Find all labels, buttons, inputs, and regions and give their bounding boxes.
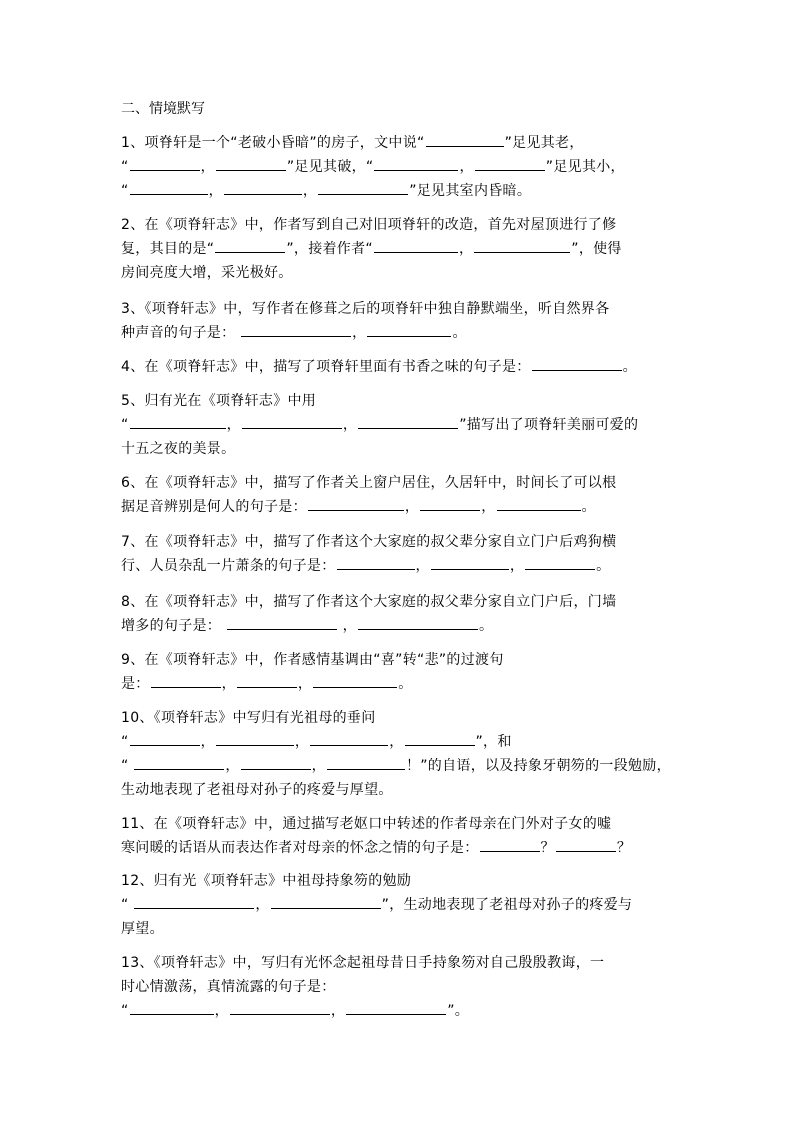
answer-blank[interactable] [556, 836, 616, 852]
question-12-line-2: “ ， ”，生动地表现了老祖母对孙子的疼爱与 [121, 893, 677, 917]
answer-blank[interactable] [337, 554, 415, 570]
question-4 [121, 355, 677, 379]
question-2-line-2: 复，其目的是“ ”，接着作者“ ， ”，使得 [121, 237, 677, 261]
answer-blank[interactable] [431, 554, 509, 570]
question-10-line-2: “ ， ， ， ”，和 [121, 730, 677, 754]
question-2: 2、在《项脊轩志》中，作者写到自己对旧项脊轩的改造，首先对屋顶进行了修 复，其目的是“ ”，接着作者“ ， ”，使得 房间亮度大增，采光极好。 [121, 213, 677, 285]
question-3: 3、《项脊轩志》中，写作者在修葺之后的项脊轩中独自静默端坐，听自然界各 种声音的句子是： ， 。 [121, 297, 677, 345]
answer-blank[interactable] [474, 237, 570, 253]
answer-blank[interactable] [313, 672, 397, 688]
answer-blank[interactable] [242, 413, 342, 429]
answer-blank[interactable] [134, 893, 254, 909]
question-10: 10、《项脊轩志》中写归有光祖母的垂问 “ ， ， ， ”，和 “ ， ， ！”的自语，以及持象牙朝笏的一段勉励， 生动地表现了老祖母对孙子的疼爱与厚望。 [121, 706, 677, 802]
question-1 [121, 131, 677, 203]
answer-blank[interactable] [420, 495, 480, 511]
answer-blank[interactable] [327, 754, 405, 770]
question-3-line-2: 种声音的句子是： ， 。 [121, 321, 677, 345]
answer-blank[interactable] [374, 237, 458, 253]
question-7: 7、在《项脊轩志》中，描写了作者这个大家庭的叔父辈分家自立门户后鸡狗横 行、人员杂乱一片萧条的句子是： ， ， 。 [121, 530, 677, 578]
question-10-line-3: “ ， ， ！”的自语，以及持象牙朝笏的一段勉励， [121, 754, 677, 778]
question-11: 11、在《项脊轩志》中，通过描写老妪口中转述的作者母亲在门外对子女的嘘 寒问暖的话语从而表达作者对母亲的怀念之情的句子是： ？ ？ [121, 812, 677, 860]
question-13-line-3: “ ， ， ”。 [121, 999, 677, 1023]
answer-blank[interactable] [216, 155, 286, 171]
answer-blank[interactable] [271, 893, 381, 909]
question-6-line-2: 据足音辨别是何人的句子是： ， ， 。 [121, 495, 677, 519]
answer-blank[interactable] [130, 999, 214, 1015]
answer-blank[interactable] [227, 614, 337, 630]
question-5-line-2: “ ， ， ”描写出了项脊轩美丽可爱的 [121, 413, 677, 437]
answer-blank[interactable] [230, 999, 330, 1015]
answer-blank[interactable] [480, 836, 540, 852]
answer-blank[interactable] [215, 237, 285, 253]
answer-blank[interactable] [405, 730, 475, 746]
question-12: 12、归有光《项脊轩志》中祖母持象笏的勉励 “ ， ”，生动地表现了老祖母对孙子的疼爱与 厚望。 [121, 869, 677, 941]
question-9-line-2: 是： ， ， 。 [121, 672, 677, 696]
answer-blank[interactable] [497, 495, 581, 511]
question-5: 5、归有光在《项脊轩志》中用 “ ， ， ”描写出了项脊轩美丽可爱的 十五之夜的美景。 [121, 389, 677, 461]
answer-blank[interactable] [130, 730, 200, 746]
section-title: 二、情境默写 [121, 101, 205, 117]
answer-blank[interactable] [475, 155, 545, 171]
answer-blank[interactable] [367, 321, 451, 337]
question-7-line-2: 行、人员杂乱一片萧条的句子是： ， ， 。 [121, 554, 677, 578]
question-8: 8、在《项脊轩志》中，描写了作者这个大家庭的叔父辈分家自立门户后，门墙 增多的句子是： ， 。 [121, 590, 677, 638]
answer-blank[interactable] [358, 614, 478, 630]
answer-blank[interactable] [224, 179, 302, 195]
question-1-line-1: 1、项脊轩是一个“老破小昏暗”的房子，文中说“ ”足见其老， [121, 131, 677, 155]
answer-blank[interactable] [241, 754, 311, 770]
question-13: 13、《项脊轩志》中，写归有光怀念起祖母昔日手持象笏对自己殷殷教诲，一 时心情激荡，真情流露的句子是： “ ， ， ”。 [121, 951, 677, 1023]
answer-blank[interactable] [532, 355, 622, 371]
answer-blank[interactable] [374, 155, 458, 171]
answer-blank[interactable] [426, 131, 504, 147]
answer-blank[interactable] [130, 155, 200, 171]
answer-blank[interactable] [237, 672, 297, 688]
question-6: 6、在《项脊轩志》中，描写了作者关上窗户居住，久居轩中，时间长了可以根 据足音辨别是何人的句子是： ， ， 。 [121, 471, 677, 519]
question-4-line-1: 4、在《项脊轩志》中，描写了项脊轩里面有书香之味的句子是： 。 [121, 355, 677, 379]
question-9: 9、在《项脊轩志》中，作者感情基调由“喜”转“悲”的过渡句 是： ， ， 。 [121, 648, 677, 696]
answer-blank[interactable] [318, 179, 408, 195]
answer-blank[interactable] [241, 321, 351, 337]
answer-blank[interactable] [130, 413, 226, 429]
question-11-line-2: 寒问暖的话语从而表达作者对母亲的怀念之情的句子是： ？ ？ [121, 836, 677, 860]
question-8-line-2: 增多的句子是： ， 。 [121, 614, 677, 638]
answer-blank[interactable] [130, 179, 208, 195]
answer-blank[interactable] [216, 730, 294, 746]
question-1-line-2: “ ， ”足见其破，“ ， ”足见其小， [121, 155, 677, 179]
answer-blank[interactable] [308, 495, 404, 511]
answer-blank[interactable] [134, 754, 224, 770]
answer-blank[interactable] [310, 730, 388, 746]
answer-blank[interactable] [346, 999, 446, 1015]
answer-blank[interactable] [358, 413, 458, 429]
answer-blank[interactable] [151, 672, 221, 688]
question-1-line-3: “ ， ， ”足见其室内昏暗。 [121, 179, 677, 203]
answer-blank[interactable] [525, 554, 595, 570]
